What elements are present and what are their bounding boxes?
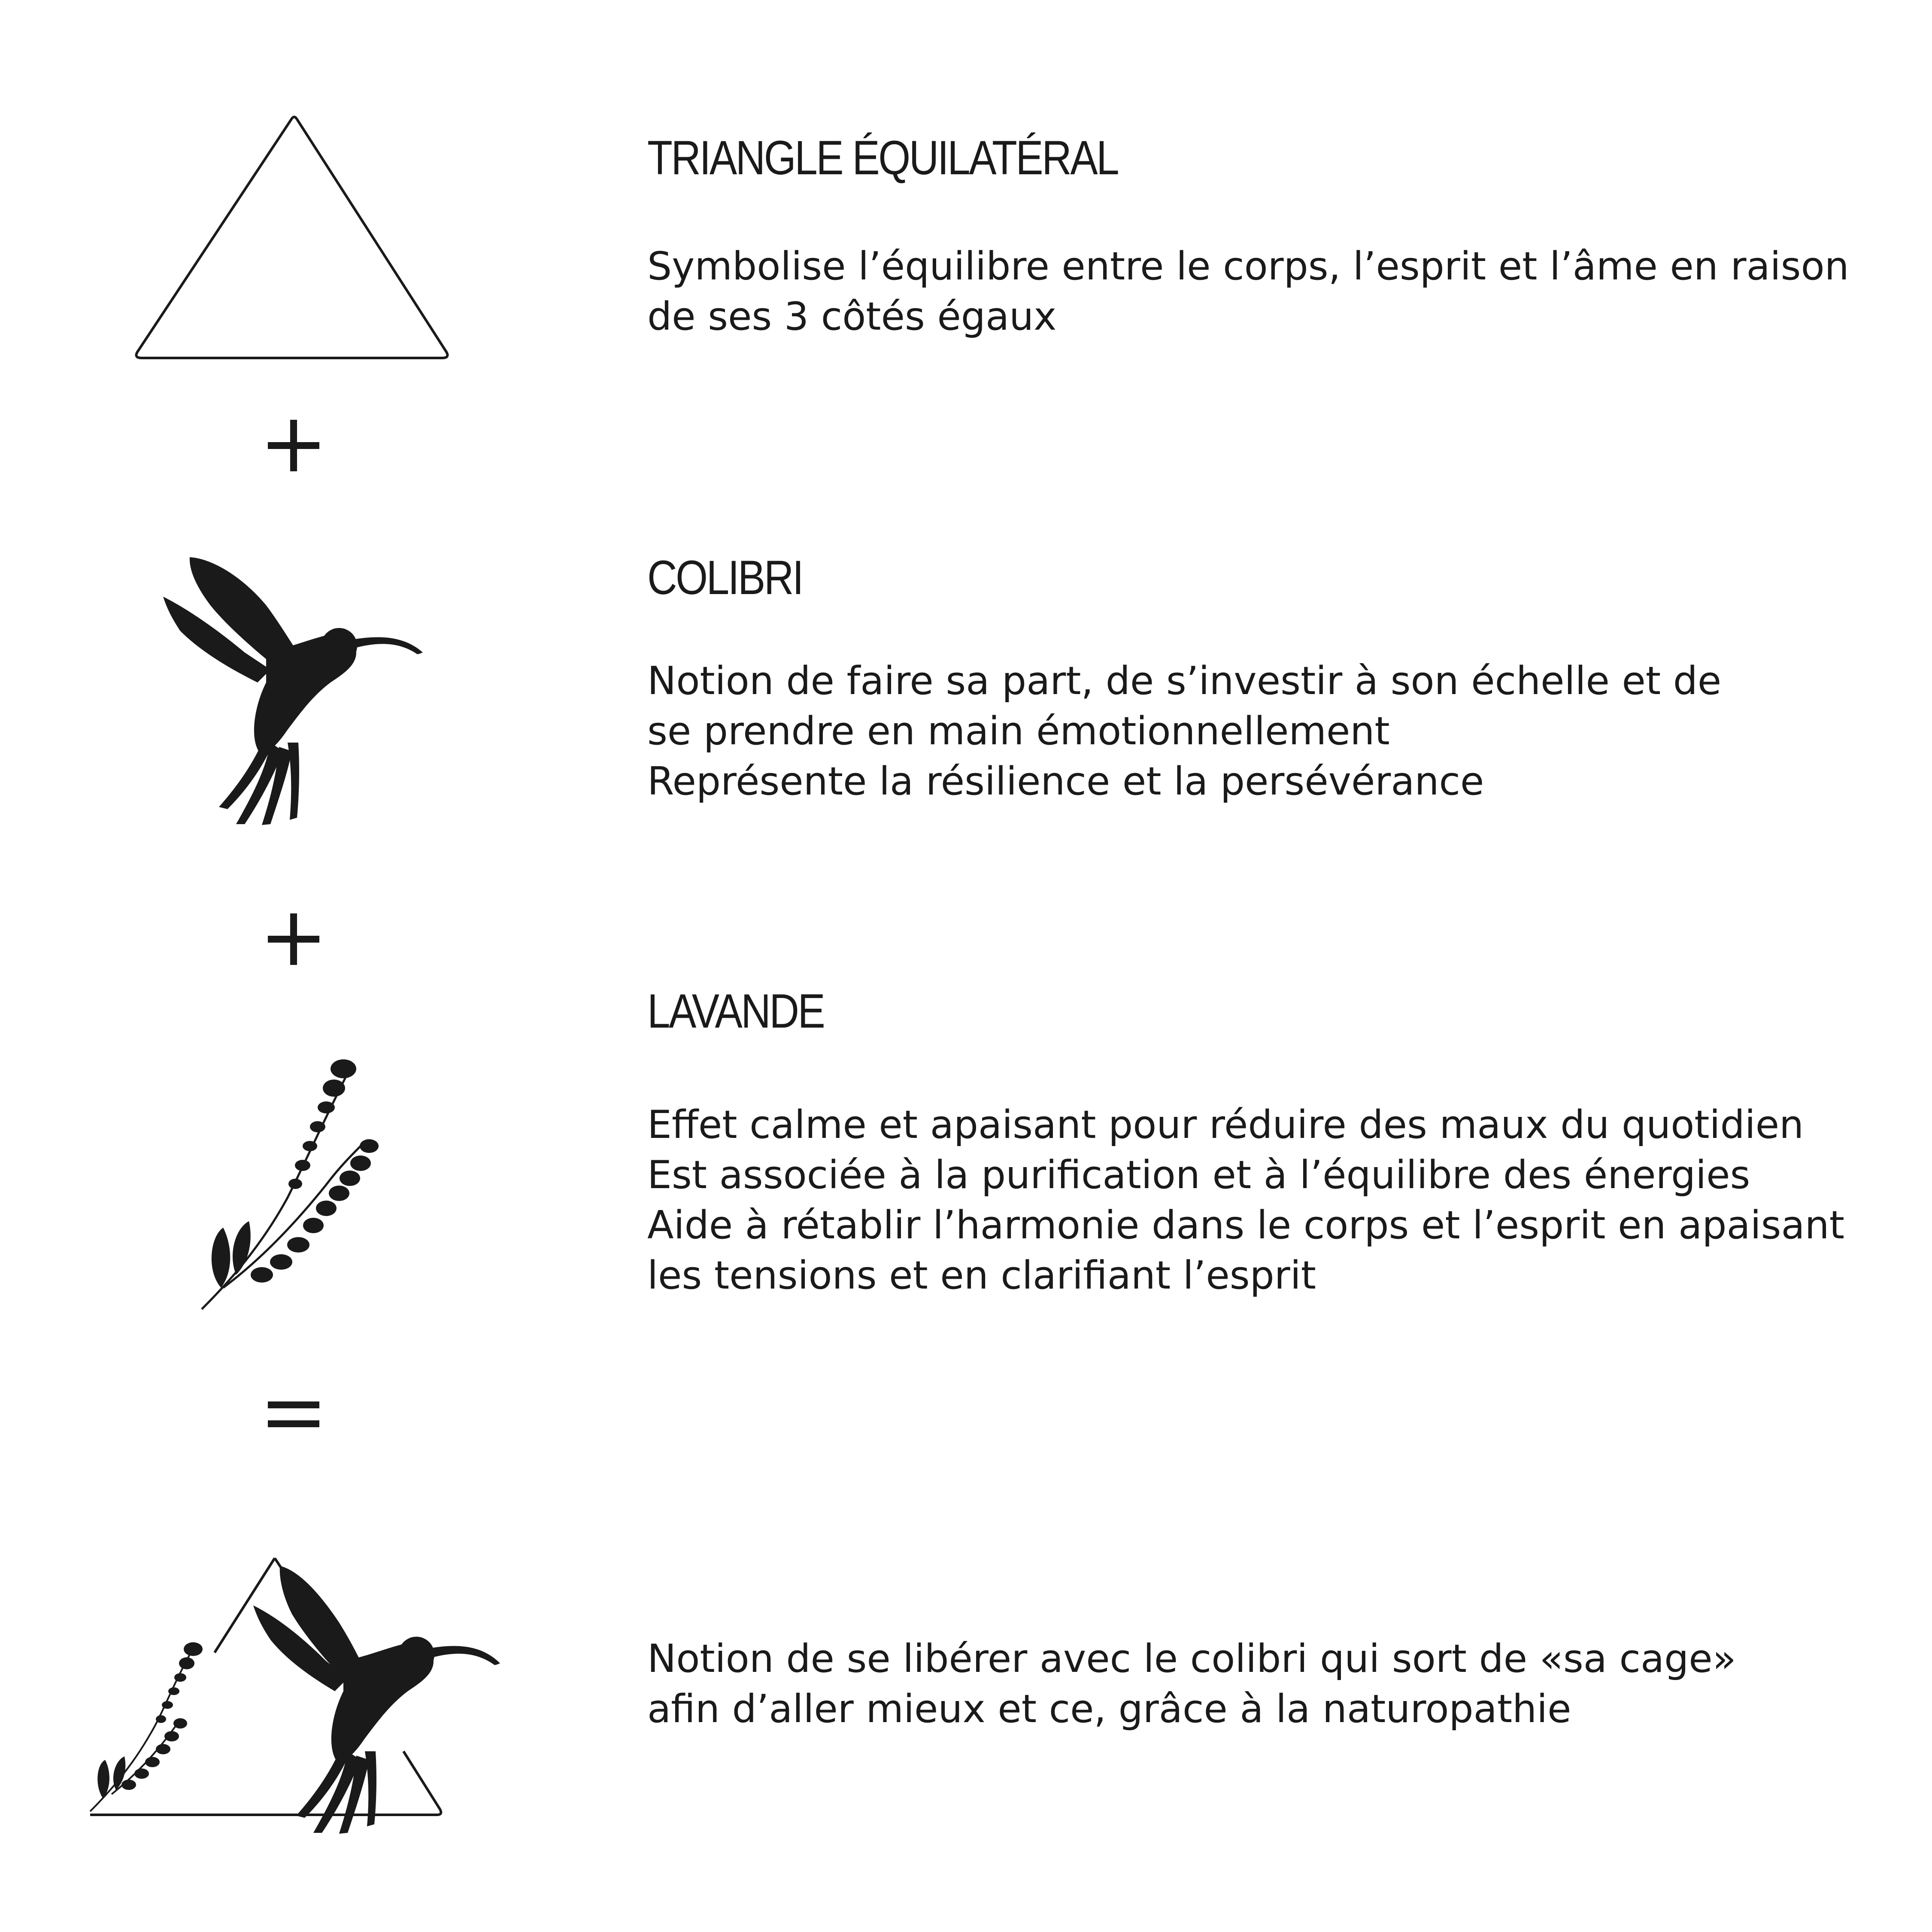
plus-icon <box>264 910 324 970</box>
triangle-icon <box>129 112 455 365</box>
section-title-triangle: TRIANGLE ÉQUILATÉRAL <box>647 131 1118 185</box>
desc-line: Notion de faire sa part, de s’investir à son échelle et de <box>647 658 1722 704</box>
section-desc-lavande <box>647 1100 1918 1301</box>
section-desc-result <box>647 1634 1918 1734</box>
logo-combined-icon <box>86 1545 507 1837</box>
section-title-lavande: LAVANDE <box>647 984 824 1038</box>
desc-line: Est associée à la purification et à l’équilibre des énergies <box>647 1153 1750 1198</box>
equals-icon <box>264 1384 324 1444</box>
desc-line: les tensions et en clarifiant l’esprit <box>647 1253 1316 1298</box>
desc-line: Notion de se libérer avec le colibri qui sort de «sa cage» <box>647 1636 1736 1681</box>
desc-line: Symbolise l’équilibre entre le corps, l’esprit et l’âme en raison <box>647 244 1849 289</box>
desc-line: de ses 3 côtés égaux <box>647 294 1057 339</box>
desc-line: Représente la résilience et la persévérance <box>647 759 1484 804</box>
section-desc-triangle <box>647 241 1918 342</box>
plus-icon <box>264 416 324 476</box>
section-desc-colibri <box>647 656 1918 807</box>
desc-line: Aide à rétablir l’harmonie dans le corps et l’esprit en apaisant <box>647 1203 1844 1248</box>
hummingbird-icon <box>163 554 429 828</box>
section-title-colibri: COLIBRI <box>647 551 803 604</box>
desc-line: afin d’aller mieux et ce, grâce à la naturopathie <box>647 1686 1571 1732</box>
desc-line: Effet calme et apaisant pour réduire des maux du quotidien <box>647 1102 1804 1147</box>
lavender-icon <box>197 1056 391 1313</box>
desc-line: se prendre en main émotionnellement <box>647 709 1390 754</box>
